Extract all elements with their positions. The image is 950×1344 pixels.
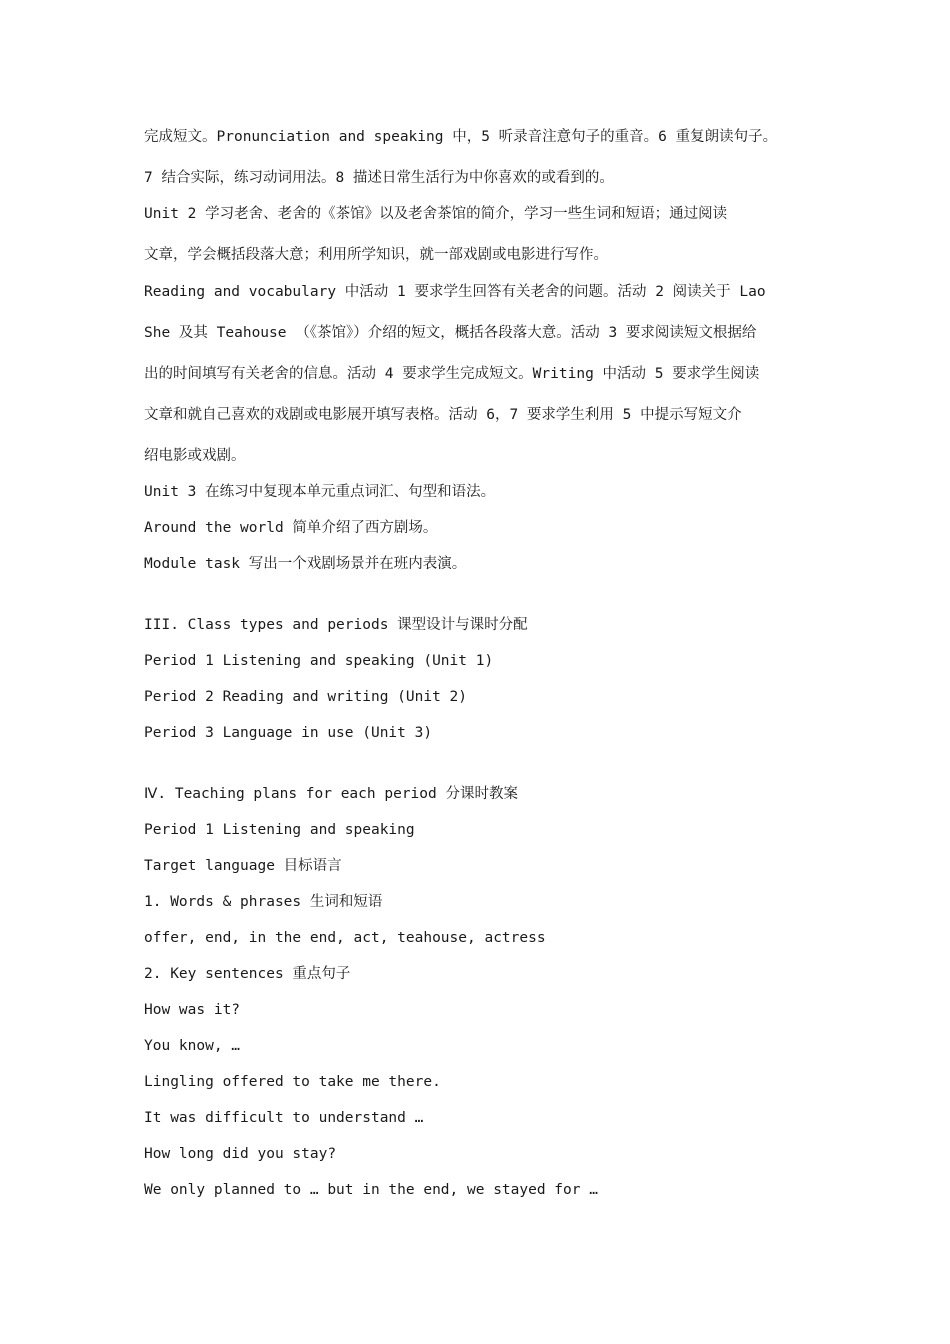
words-list: offer, end, in the end, act, teahouse, actress: [144, 930, 546, 946]
text-line-4: 文章，学会概括段落大意；利用所学知识，就一部戏剧或电影进行写作。: [144, 247, 608, 263]
target-language-heading: Target language 目标语言: [144, 858, 342, 874]
sentence-1: How was it?: [144, 1002, 241, 1018]
text-line-10: Unit 3 在练习中复现本单元重点词汇、句型和语法。: [144, 484, 496, 500]
period-1-heading: Period 1 Listening and speaking: [144, 822, 415, 838]
text-line-11: Around the world 简单介绍了西方剧场。: [144, 520, 438, 536]
text-line-12: Module task 写出一个戏剧场景并在班内表演。: [144, 556, 467, 572]
text-line-9: 绍电影或戏剧。: [144, 448, 246, 464]
sentence-6: We only planned to … but in the end, we stayed for …: [144, 1182, 598, 1198]
text-line-8: 文章和就自己喜欢的戏剧或电影展开填写表格。活动 6，7 要求学生利用 5 中提示写短文介: [144, 407, 742, 423]
text-line-5: Reading and vocabulary 中活动 1 要求学生回答有关老舍的问题。活动 2 阅读关于 Lao: [144, 284, 766, 300]
key-sentences-heading: 2. Key sentences 重点句子: [144, 966, 351, 982]
sentence-2: You know, …: [144, 1038, 241, 1054]
period-1-line: Period 1 Listening and speaking (Unit 1): [144, 653, 494, 669]
period-3-line: Period 3 Language in use (Unit 3): [144, 725, 433, 741]
text-line-7: 出的时间填写有关老舍的信息。活动 4 要求学生完成短文。Writing 中活动 5 要求学生阅读: [144, 366, 760, 382]
sentence-4: It was difficult to understand …: [144, 1110, 424, 1126]
words-phrases-heading: 1. Words & phrases 生词和短语: [144, 894, 383, 910]
text-line-1: 完成短文。Pronunciation and speaking 中，5 听录音注意句子的重音。6 重复朗读句子。: [144, 129, 778, 145]
text-line-6: She 及其 Teahouse （《茶馆》）介绍的短文，概括各段落大意。活动 3 要求阅读短文根据给: [144, 325, 757, 341]
section-heading-teaching-plans: Ⅳ. Teaching plans for each period 分课时教案: [144, 786, 518, 802]
sentence-5: How long did you stay?: [144, 1146, 337, 1162]
period-2-line: Period 2 Reading and writing (Unit 2): [144, 689, 468, 705]
text-line-2: 7 结合实际，练习动词用法。8 描述日常生活行为中你喜欢的或看到的。: [144, 170, 614, 186]
section-heading-class-types: III. Class types and periods 课型设计与课时分配: [144, 617, 528, 633]
text-line-3: Unit 2 学习老舍、老舍的《茶馆》以及老舍茶馆的简介，学习一些生词和短语；通过阅读: [144, 206, 728, 222]
sentence-3: Lingling offered to take me there.: [144, 1074, 441, 1090]
